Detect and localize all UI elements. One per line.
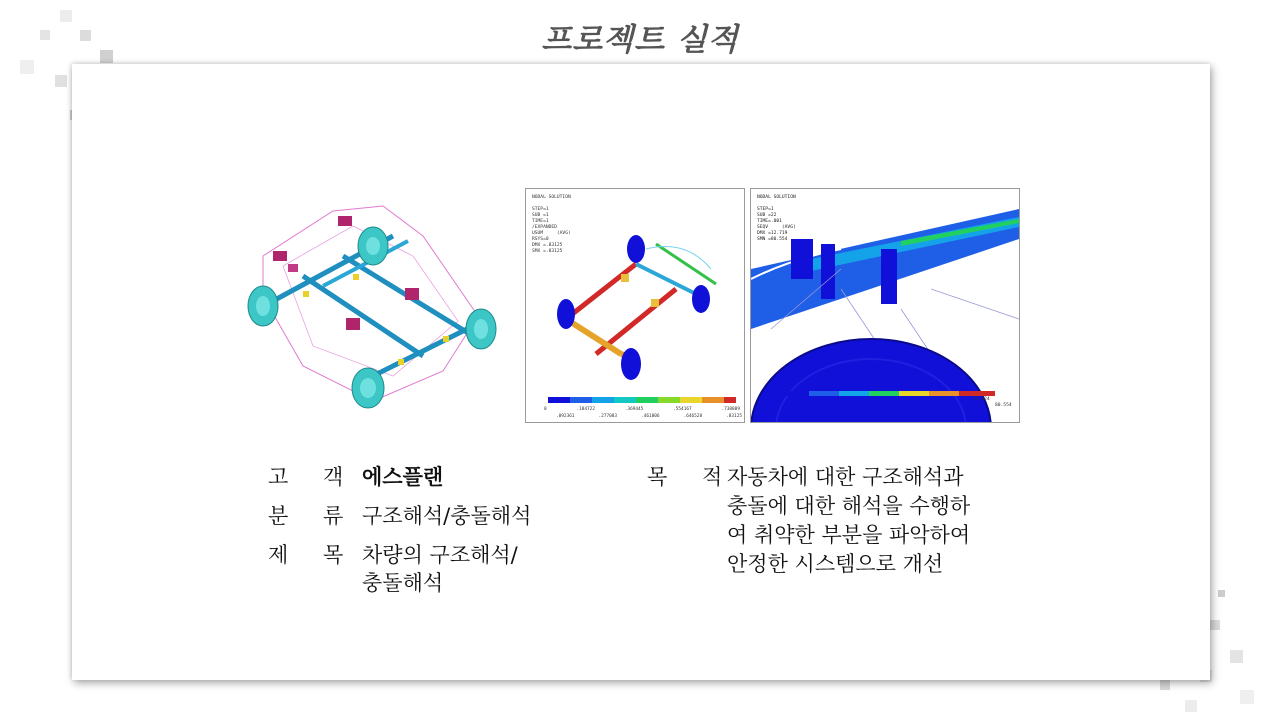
subject-value-line2: 충돌해석 bbox=[362, 571, 444, 595]
legend-tick: .369445 bbox=[624, 407, 644, 412]
legend-tick: .277083 bbox=[598, 414, 618, 419]
fea-legend-ticks-top bbox=[544, 407, 740, 412]
fea-header-text: NODAL SOLUTION STEP=1 SUB =1 TIME=1 /EXPANDED USUM (AVG) RSYS=0 DMX =.83125 SMX =.83125 bbox=[532, 195, 571, 254]
subject-value-line1: 차량의 구조해석/ bbox=[362, 543, 518, 567]
purpose-text bbox=[727, 463, 1027, 579]
category-value: 구조해석/충돌해석 bbox=[362, 504, 532, 528]
legend-tick: .554167 bbox=[673, 407, 692, 412]
fea-full-view-image bbox=[525, 188, 745, 423]
fea-legend-ticks-bottom bbox=[556, 414, 742, 419]
legend-tick: .092361 bbox=[556, 414, 575, 419]
legend-tick: .184722 bbox=[576, 407, 595, 412]
chassis-model-graphic bbox=[243, 196, 505, 414]
purpose-line: 안정한 시스템으로 개선 bbox=[727, 552, 944, 576]
client-value: 에스플랜 bbox=[362, 465, 444, 489]
legend-tick: 0 bbox=[544, 407, 547, 412]
purpose-line: 자동차에 대한 구조해석과 bbox=[727, 465, 964, 489]
legend-tick: .646528 bbox=[683, 414, 703, 419]
fea-detail-header-text: NODAL SOLUTION STEP=1 SUB =22 TIME=.001 SEQV (AVG) DMX =12.719 SMN =80.554 bbox=[757, 195, 796, 242]
legend-tick: .83125 bbox=[726, 414, 742, 419]
purpose-label: 목 적 bbox=[647, 465, 737, 489]
legend-tick: .738889 bbox=[721, 407, 740, 412]
slide-title: 프로젝트 실적 bbox=[541, 22, 739, 58]
purpose-line: 여 취약한 부분을 파악하여 bbox=[727, 523, 971, 547]
subject-label: 제 목 bbox=[268, 543, 358, 567]
fea-detail-view-image bbox=[750, 188, 1020, 423]
fea-detail-legend-tick: 71.424 bbox=[973, 397, 990, 402]
legend-tick: .461806 bbox=[641, 414, 660, 419]
fea-full-view-graphic bbox=[526, 189, 744, 422]
fea-detail-legend-tick: 80.554 bbox=[995, 403, 1012, 408]
chassis-model-image bbox=[243, 196, 505, 414]
client-label: 고 객 bbox=[268, 465, 358, 489]
category-label: 분 류 bbox=[268, 504, 358, 528]
purpose-line: 충돌에 대한 해석을 수행하 bbox=[727, 494, 971, 518]
